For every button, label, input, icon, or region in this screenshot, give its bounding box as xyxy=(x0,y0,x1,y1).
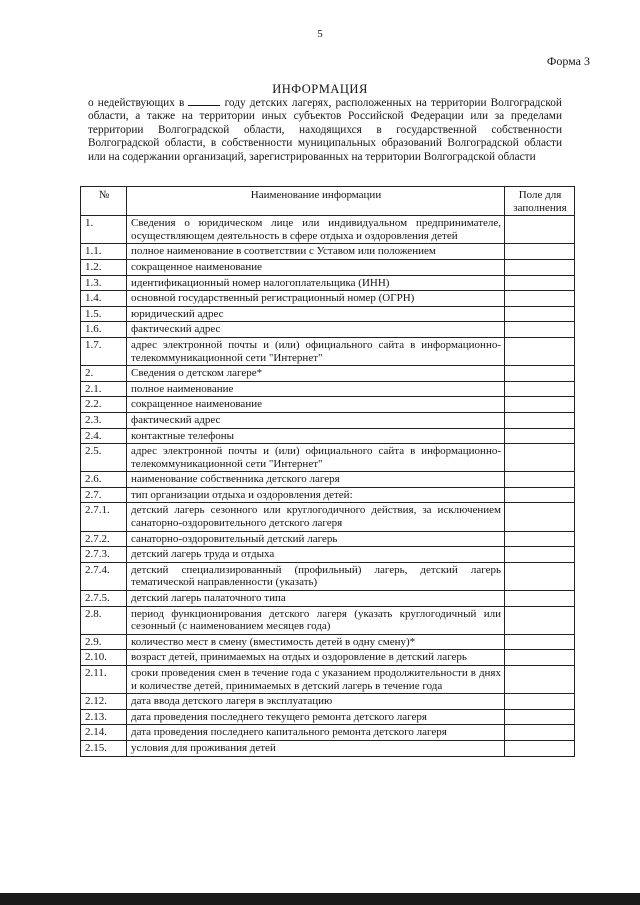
row-fill-field[interactable] xyxy=(505,259,575,275)
row-information-name: Сведения о юридическом лице или индивидуальном предпринимателе, осуществляющем деятельность в сфере отдыха и оздоровления детей xyxy=(127,216,505,244)
intro-text-start: о недействующих в xyxy=(88,97,185,109)
row-number: 2.7.1. xyxy=(81,503,127,531)
table-row xyxy=(81,634,575,650)
information-table xyxy=(80,186,575,757)
row-information-name: сроки проведения смен в течение года с указанием продолжительности в днях и количестве детей, принимаемых в детский лагерь в течение года xyxy=(127,666,505,694)
row-fill-field[interactable] xyxy=(505,291,575,307)
row-number: 2.11. xyxy=(81,666,127,694)
row-number: 2.9. xyxy=(81,634,127,650)
table-row xyxy=(81,244,575,260)
row-number: 1.2. xyxy=(81,259,127,275)
table-row xyxy=(81,740,575,756)
row-fill-field[interactable] xyxy=(505,694,575,710)
table-row xyxy=(81,487,575,503)
row-fill-field[interactable] xyxy=(505,725,575,741)
row-fill-field[interactable] xyxy=(505,709,575,725)
table-row xyxy=(81,709,575,725)
header-number: № xyxy=(81,187,127,216)
row-information-name: детский специализированный (профильный) лагерь, детский лагерь тематической направленности (указать) xyxy=(127,562,505,590)
row-fill-field[interactable] xyxy=(505,634,575,650)
row-number: 1.6. xyxy=(81,322,127,338)
table-row xyxy=(81,259,575,275)
row-information-name: дата проведения последнего текущего ремонта детского лагеря xyxy=(127,709,505,725)
row-information-name: основной государственный регистрационный номер (ОГРН) xyxy=(127,291,505,307)
table-row xyxy=(81,428,575,444)
row-number: 2.7.2. xyxy=(81,531,127,547)
row-fill-field[interactable] xyxy=(505,503,575,531)
row-fill-field[interactable] xyxy=(505,275,575,291)
row-number: 1.5. xyxy=(81,306,127,322)
row-information-name: детский лагерь палаточного типа xyxy=(127,591,505,607)
row-fill-field[interactable] xyxy=(505,472,575,488)
row-number: 2.7.3. xyxy=(81,547,127,563)
row-number: 2.4. xyxy=(81,428,127,444)
row-fill-field[interactable] xyxy=(505,306,575,322)
page-number: 5 xyxy=(317,28,323,40)
table-row xyxy=(81,412,575,428)
table-row xyxy=(81,397,575,413)
row-fill-field[interactable] xyxy=(505,591,575,607)
row-fill-field[interactable] xyxy=(505,244,575,260)
row-information-name: количество мест в смену (вместимость детей в одну смену)* xyxy=(127,634,505,650)
table-row xyxy=(81,650,575,666)
row-number: 2.6. xyxy=(81,472,127,488)
row-information-name: дата ввода детского лагеря в эксплуатацию xyxy=(127,694,505,710)
row-information-name: сокращенное наименование xyxy=(127,397,505,413)
row-information-name: тип организации отдыха и оздоровления детей: xyxy=(127,487,505,503)
row-fill-field[interactable] xyxy=(505,366,575,382)
row-number: 1.4. xyxy=(81,291,127,307)
row-fill-field[interactable] xyxy=(505,412,575,428)
row-information-name: полное наименование в соответствии с Уставом или положением xyxy=(127,244,505,260)
row-number: 2.12. xyxy=(81,694,127,710)
row-fill-field[interactable] xyxy=(505,666,575,694)
row-information-name: сокращенное наименование xyxy=(127,259,505,275)
row-number: 2.7. xyxy=(81,487,127,503)
row-fill-field[interactable] xyxy=(505,547,575,563)
row-number: 1. xyxy=(81,216,127,244)
row-information-name: адрес электронной почты и (или) официального сайта в информационно-телекоммуникационной сети "Интернет" xyxy=(127,337,505,365)
row-fill-field[interactable] xyxy=(505,606,575,634)
row-information-name: дата проведения последнего капитального ремонта детского лагеря xyxy=(127,725,505,741)
row-number: 2.5. xyxy=(81,444,127,472)
table-row xyxy=(81,606,575,634)
table-row xyxy=(81,322,575,338)
row-number: 2.10. xyxy=(81,650,127,666)
table-row xyxy=(81,562,575,590)
row-information-name: период функционирования детского лагеря (указать круглогодичный или сезонный (с наименованием месяцев года) xyxy=(127,606,505,634)
table-row xyxy=(81,306,575,322)
row-information-name: фактический адрес xyxy=(127,412,505,428)
table-row xyxy=(81,275,575,291)
row-fill-field[interactable] xyxy=(505,650,575,666)
table-row xyxy=(81,337,575,365)
row-number: 2.2. xyxy=(81,397,127,413)
table-row xyxy=(81,694,575,710)
row-number: 1.7. xyxy=(81,337,127,365)
row-fill-field[interactable] xyxy=(505,444,575,472)
row-information-name: наименование собственника детского лагеря xyxy=(127,472,505,488)
row-information-name: юридический адрес xyxy=(127,306,505,322)
row-information-name: фактический адрес xyxy=(127,322,505,338)
row-fill-field[interactable] xyxy=(505,740,575,756)
intro-text-rest: году детских лагерях, расположенных на территории Волгоградской области, а также на территории иных субъектов Российской Федерации или за пределами территории Волгоградской области, находящихся в государственной собственности Волгоградской области, в собственности муниципальных образований Волгоградской области или на содержании организаций, зарегистрированных на территории Волгоградской области xyxy=(88,97,562,163)
table-row xyxy=(81,444,575,472)
table-row xyxy=(81,216,575,244)
row-information-name: полное наименование xyxy=(127,381,505,397)
row-fill-field[interactable] xyxy=(505,381,575,397)
row-fill-field[interactable] xyxy=(505,397,575,413)
scan-edge xyxy=(0,893,640,905)
table-row xyxy=(81,366,575,382)
row-information-name: контактные телефоны xyxy=(127,428,505,444)
row-number: 2.7.5. xyxy=(81,591,127,607)
table-row xyxy=(81,547,575,563)
row-fill-field[interactable] xyxy=(505,216,575,244)
row-number: 1.3. xyxy=(81,275,127,291)
row-fill-field[interactable] xyxy=(505,322,575,338)
row-number: 2.3. xyxy=(81,412,127,428)
row-information-name: санаторно-оздоровительный детский лагерь xyxy=(127,531,505,547)
table-row xyxy=(81,666,575,694)
row-fill-field[interactable] xyxy=(505,531,575,547)
row-fill-field[interactable] xyxy=(505,337,575,365)
form-label: Форма 3 xyxy=(546,54,590,68)
header-fill: Поле для заполнения xyxy=(505,187,575,216)
table-row xyxy=(81,531,575,547)
row-number: 2.8. xyxy=(81,606,127,634)
year-blank xyxy=(188,96,220,106)
row-fill-field[interactable] xyxy=(505,487,575,503)
document-title: ИНФОРМАЦИЯ xyxy=(272,82,368,96)
row-information-name: адрес электронной почты и (или) официального сайта в информационно-телекоммуникационной сети "Интернет" xyxy=(127,444,505,472)
row-information-name: детский лагерь сезонного или круглогодичного действия, за исключением санаторно-оздоровительного детского лагеря xyxy=(127,503,505,531)
table-header-row xyxy=(81,187,575,216)
row-number: 2.14. xyxy=(81,725,127,741)
table-row xyxy=(81,591,575,607)
row-number: 2.13. xyxy=(81,709,127,725)
header-name: Наименование информации xyxy=(127,187,505,216)
row-information-name: идентификационный номер налогоплательщика (ИНН) xyxy=(127,275,505,291)
row-number: 2.15. xyxy=(81,740,127,756)
row-number: 1.1. xyxy=(81,244,127,260)
row-number: 2.1. xyxy=(81,381,127,397)
table-row xyxy=(81,725,575,741)
table-row xyxy=(81,503,575,531)
row-information-name: Сведения о детском лагере* xyxy=(127,366,505,382)
table-row xyxy=(81,291,575,307)
row-information-name: условия для проживания детей xyxy=(127,740,505,756)
row-number: 2.7.4. xyxy=(81,562,127,590)
row-information-name: возраст детей, принимаемых на отдых и оздоровление в детский лагерь xyxy=(127,650,505,666)
row-fill-field[interactable] xyxy=(505,562,575,590)
row-information-name: детский лагерь труда и отдыха xyxy=(127,547,505,563)
table-row xyxy=(81,472,575,488)
row-fill-field[interactable] xyxy=(505,428,575,444)
intro-paragraph xyxy=(88,96,562,164)
table-row xyxy=(81,381,575,397)
row-number: 2. xyxy=(81,366,127,382)
